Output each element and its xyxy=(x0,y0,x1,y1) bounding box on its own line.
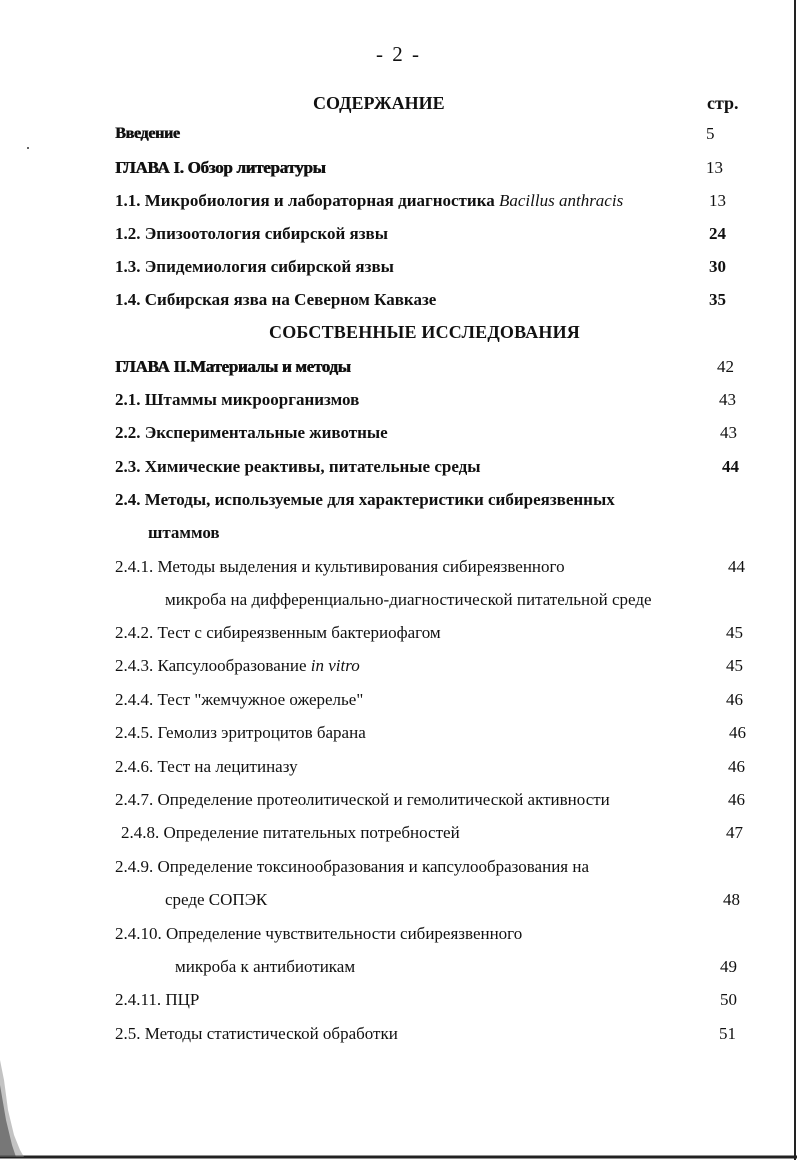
toc-entry-chapter-1: ГЛАВА I. Обзор литературы xyxy=(115,158,326,177)
toc-page-chapter-2: 42 xyxy=(717,357,734,376)
toc-entry-2-1: 2.1. Штаммы микроорганизмов xyxy=(115,390,360,409)
toc-entry-2-3: 2.3. Химические реактивы, питательные среды xyxy=(115,457,481,476)
toc-entry-2-4-7: 2.4.7. Определение протеолитической и гемолитической активности xyxy=(115,790,610,809)
toc-title: СОДЕРЖАНИЕ xyxy=(313,93,445,113)
page-number: - 2 - xyxy=(376,42,421,66)
toc-page-2-4-10: 49 xyxy=(720,957,737,976)
page-column-header: стр. xyxy=(707,93,739,113)
toc-page-2-5: 51 xyxy=(719,1024,736,1043)
toc-page-2-3: 44 xyxy=(722,457,739,476)
toc-entry-2-4-3-italic: in vitro xyxy=(310,656,360,675)
toc-entry-2-4-1-line2: микроба на дифференциально-диагностической питательной среде xyxy=(165,590,652,609)
toc-entry-2-4-10: 2.4.10. Определение чувствительности сибиреязвенного xyxy=(115,924,523,943)
toc-entry-1-3: 1.3. Эпидемиология сибирской язвы xyxy=(115,257,394,276)
toc-page-1-3: 30 xyxy=(709,257,726,276)
toc-page-2-2: 43 xyxy=(720,423,737,442)
toc-page-1-4: 35 xyxy=(709,290,726,309)
toc-entry-1-4: 1.4. Сибирская язва на Северном Кавказе xyxy=(115,290,437,309)
toc-page-2-4-4: 46 xyxy=(726,690,743,709)
toc-entry-2-4-3 xyxy=(115,656,360,676)
toc-entry-2-2: 2.2. Экспериментальные животные xyxy=(115,423,388,442)
toc-page-2-4-8: 47 xyxy=(726,823,743,842)
toc-entry-chapter-2: ГЛАВА II.Материалы и методы xyxy=(115,357,351,376)
toc-entry-1-1-italic: Bacillus anthracis xyxy=(499,191,624,210)
toc-entry-1-1-text: 1.1. Микробиология и лабораторная диагностика xyxy=(115,191,499,210)
toc-page-2-4-11: 50 xyxy=(720,990,737,1009)
toc-entry-2-4-5: 2.4.5. Гемолиз эритроцитов барана xyxy=(115,723,366,742)
toc-entry-introduction: Введение xyxy=(115,125,180,142)
toc-entry-2-4-line2: штаммов xyxy=(148,523,220,542)
toc-entry-2-4-8: 2.4.8. Определение питательных потребностей xyxy=(121,823,460,842)
toc-entry-2-4-10-line2: микроба к антибиотикам xyxy=(175,957,356,976)
toc-entry-2-4-1: 2.4.1. Методы выделения и культивирования сибиреязвенного xyxy=(115,557,565,576)
scan-speck xyxy=(27,147,29,149)
section-heading: СОБСТВЕННЫЕ ИССЛЕДОВАНИЯ xyxy=(269,322,581,342)
toc-page-chapter-1: 13 xyxy=(706,158,723,177)
toc-page-1-1: 13 xyxy=(709,191,726,210)
toc-entry-1-1 xyxy=(115,191,623,211)
toc-page-2-4-7: 46 xyxy=(728,790,745,809)
toc-entry-2-4-3-text: 2.4.3. Капсулообразование xyxy=(115,656,311,675)
toc-entry-2-4-2: 2.4.2. Тест с сибиреязвенным бактериофагом xyxy=(115,623,441,642)
toc-entry-2-4: 2.4. Методы, используемые для характеристики сибиреязвенных xyxy=(115,490,615,509)
toc-page-2-4-3: 45 xyxy=(726,656,743,675)
toc-page-2-4-6: 46 xyxy=(728,757,745,776)
toc-page-2-4-9: 48 xyxy=(723,890,740,909)
toc-page-2-4-1: 44 xyxy=(728,557,745,576)
toc-entry-2-5: 2.5. Методы статистической обработки xyxy=(115,1024,398,1043)
toc-entry-1-2: 1.2. Эпизоотология сибирской язвы xyxy=(115,224,389,243)
toc-entry-2-4-4: 2.4.4. Тест "жемчужное ожерелье" xyxy=(115,690,364,709)
toc-page-2-1: 43 xyxy=(719,390,736,409)
toc-entry-2-4-6: 2.4.6. Тест на лецитиназу xyxy=(115,757,298,776)
toc-page-1-2: 24 xyxy=(709,224,726,243)
toc-page-2-4-2: 45 xyxy=(726,623,743,642)
toc-entry-2-4-9: 2.4.9. Определение токсинообразования и капсулообразования на xyxy=(115,857,590,876)
toc-entry-2-4-9-line2: среде СОПЭК xyxy=(165,890,268,909)
toc-entry-2-4-11: 2.4.11. ПЦР xyxy=(115,990,200,1009)
toc-page-2-4-5: 46 xyxy=(729,723,746,742)
toc-page-introduction: 5 xyxy=(706,124,715,143)
